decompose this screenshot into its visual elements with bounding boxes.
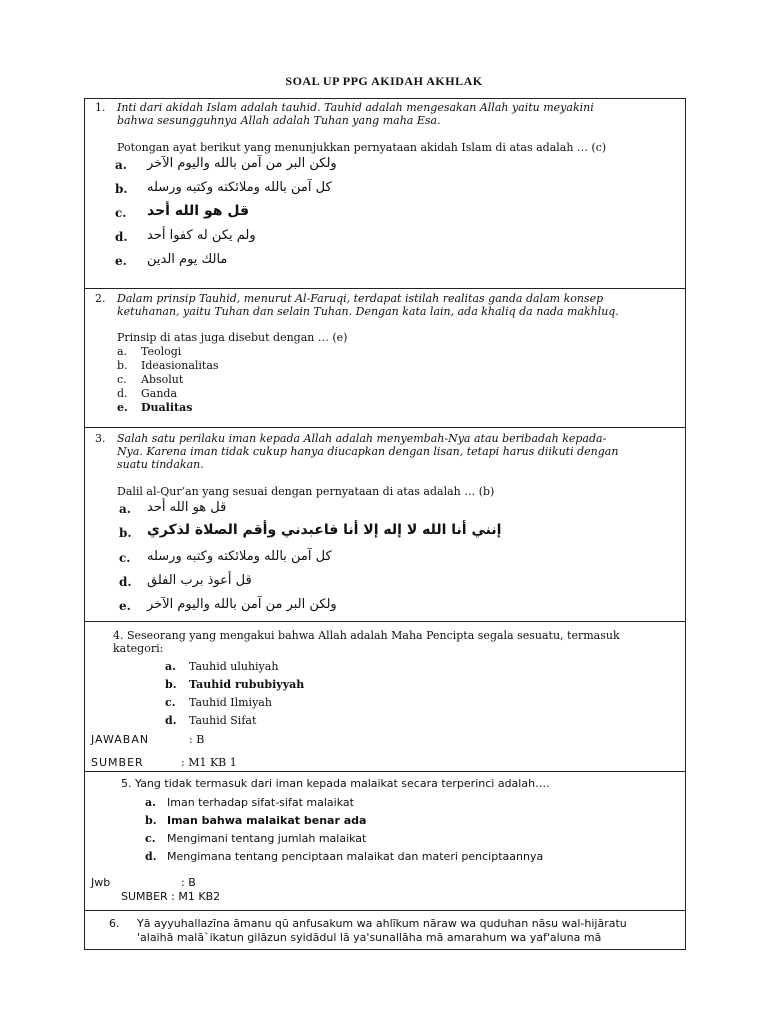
option-text: قل هو الله أحد (147, 500, 227, 515)
source-text: SUMBER : M1 KB2 (121, 890, 221, 903)
question-prompt: Potongan ayat berikut yang menunjukkan pernyataan akidah Islam di atas adalah … (c) (117, 141, 607, 154)
question-intro: Dalam prinsip Tauhid, menurut Al-Faruqi, terdapat istilah realitas ganda dalam konsep (117, 292, 604, 305)
option-text: Ideasionalitas (141, 359, 219, 372)
option-letter: d. (119, 575, 132, 589)
option-letter: d. (115, 230, 128, 244)
option-letter: c. (119, 551, 131, 565)
option-text: Tauhid Sifat (189, 714, 257, 727)
option-letter: e. (115, 254, 127, 268)
option-letter: e. (117, 401, 128, 414)
option-text: قل هو الله أحد (147, 203, 250, 219)
answer-value: : B (189, 733, 205, 746)
question-prompt: Prinsip di atas juga disebut dengan … (e) (117, 331, 348, 344)
option-letter: d. (117, 387, 128, 400)
question-intro: Salah satu perilaku iman kepada Allah adalah menyembah-Nya atau beribadah kepada- (117, 432, 607, 445)
option-text: Tauhid rububiyyah (189, 678, 305, 691)
option-letter: a. (115, 158, 127, 172)
answer-value: : B (181, 876, 196, 889)
option-letter: b. (145, 814, 157, 827)
question-text: Yā ayyuhallazīna āmanu qū anfusakum wa ahlīkum nāraw wa quduhan nāsu wal-hijāratu (137, 917, 627, 930)
option-text: Iman bahwa malaikat benar ada (167, 814, 367, 827)
option-letter: a. (119, 502, 131, 516)
question-intro: Nya. Karena iman tidak cukup hanya diucapkan dengan lisan, tetapi harus diikuti dengan (117, 445, 619, 458)
option-text: إنني أنا الله لا إله إلا أنا فاعبدني وأقم الصلاة لذكري (147, 522, 502, 538)
question-table (84, 98, 686, 950)
option-letter: d. (165, 714, 177, 727)
question-intro: ketuhanan, yaitu Tuhan dan selain Tuhan. Dengan kata lain, ada khaliq da nada makhluq. (117, 305, 619, 318)
option-text: ولكن البر من آمن بالله واليوم الآخر (147, 597, 337, 612)
question-number: 6. (109, 917, 120, 930)
option-text: Mengimani tentang jumlah malaikat (167, 832, 367, 845)
option-text: ولم يكن له كفوا أحد (147, 228, 256, 243)
question-number: 2. (95, 292, 106, 305)
question-5 (85, 772, 685, 911)
page-title: SOAL UP PPG AKIDAH AKHLAK (285, 74, 483, 88)
option-letter: b. (119, 526, 132, 540)
source-value: : M1 KB 1 (181, 756, 237, 769)
option-letter: a. (165, 660, 176, 673)
option-text: مالك يوم الدين (147, 252, 228, 267)
question-3 (85, 428, 685, 622)
answer-label: Jwb (91, 876, 111, 889)
option-letter: b. (115, 182, 128, 196)
option-letter: b. (117, 359, 128, 372)
option-text: Tauhid Ilmiyah (189, 696, 272, 709)
question-number: 3. (95, 432, 106, 445)
option-text: Dualitas (141, 401, 193, 414)
option-letter: a. (145, 796, 156, 809)
option-text: ولكن البر من آمن بالله واليوم الآخر (147, 156, 337, 171)
option-letter: c. (115, 206, 127, 220)
option-text: Teologi (141, 345, 182, 358)
question-6 (85, 911, 685, 949)
option-text: كل آمن بالله وملائكته وكتبه ورسله (147, 180, 332, 195)
option-letter: d. (145, 850, 157, 863)
option-text: Iman terhadap sifat-sifat malaikat (167, 796, 354, 809)
option-text: Ganda (141, 387, 178, 400)
question-prompt: Dalil al-Qur’an yang sesuai dengan pernyataan di atas adalah … (b) (117, 485, 495, 498)
option-text: Absolut (141, 373, 184, 386)
question-1 (85, 99, 685, 289)
question-4 (85, 622, 685, 772)
option-text: Tauhid uluhiyah (189, 660, 279, 673)
question-text: 5. Yang tidak termasuk dari iman kepada malaikat secara terperinci adalah…. (121, 777, 550, 790)
option-letter: a. (117, 345, 128, 358)
option-text: Mengimana tentang penciptaan malaikat dan materi penciptaannya (167, 850, 544, 863)
answer-label: JAWABAN (91, 733, 150, 746)
question-intro: bahwa sesungguhnya Allah adalah Tuhan yang maha Esa. (117, 114, 441, 127)
option-letter: c. (117, 373, 127, 386)
question-text: kategori: (113, 642, 164, 655)
question-text: 4. Seseorang yang mengakui bahwa Allah adalah Maha Pencipta segala sesuatu, termasuk (113, 629, 620, 642)
option-letter: b. (165, 678, 177, 691)
option-text: قل أعوذ برب الفلق (147, 573, 252, 588)
question-intro: suatu tindakan. (117, 458, 204, 471)
question-2 (85, 289, 685, 428)
question-number: 1. (95, 101, 106, 114)
option-text: كل آمن بالله وملائكته وكتبه ورسله (147, 549, 332, 564)
question-intro: Inti dari akidah Islam adalah tauhid. Tauhid adalah mengesakan Allah yaitu meyakini (117, 101, 594, 114)
option-letter: c. (145, 832, 156, 845)
option-letter: e. (119, 599, 131, 613)
source-label: SUMBER (91, 756, 144, 769)
question-text: 'alaihā malā`ikatun gilāzun syidādul lā ya'sunallāha mā amarahum wa yaf'aluna mā (137, 931, 602, 944)
option-letter: c. (165, 696, 176, 709)
